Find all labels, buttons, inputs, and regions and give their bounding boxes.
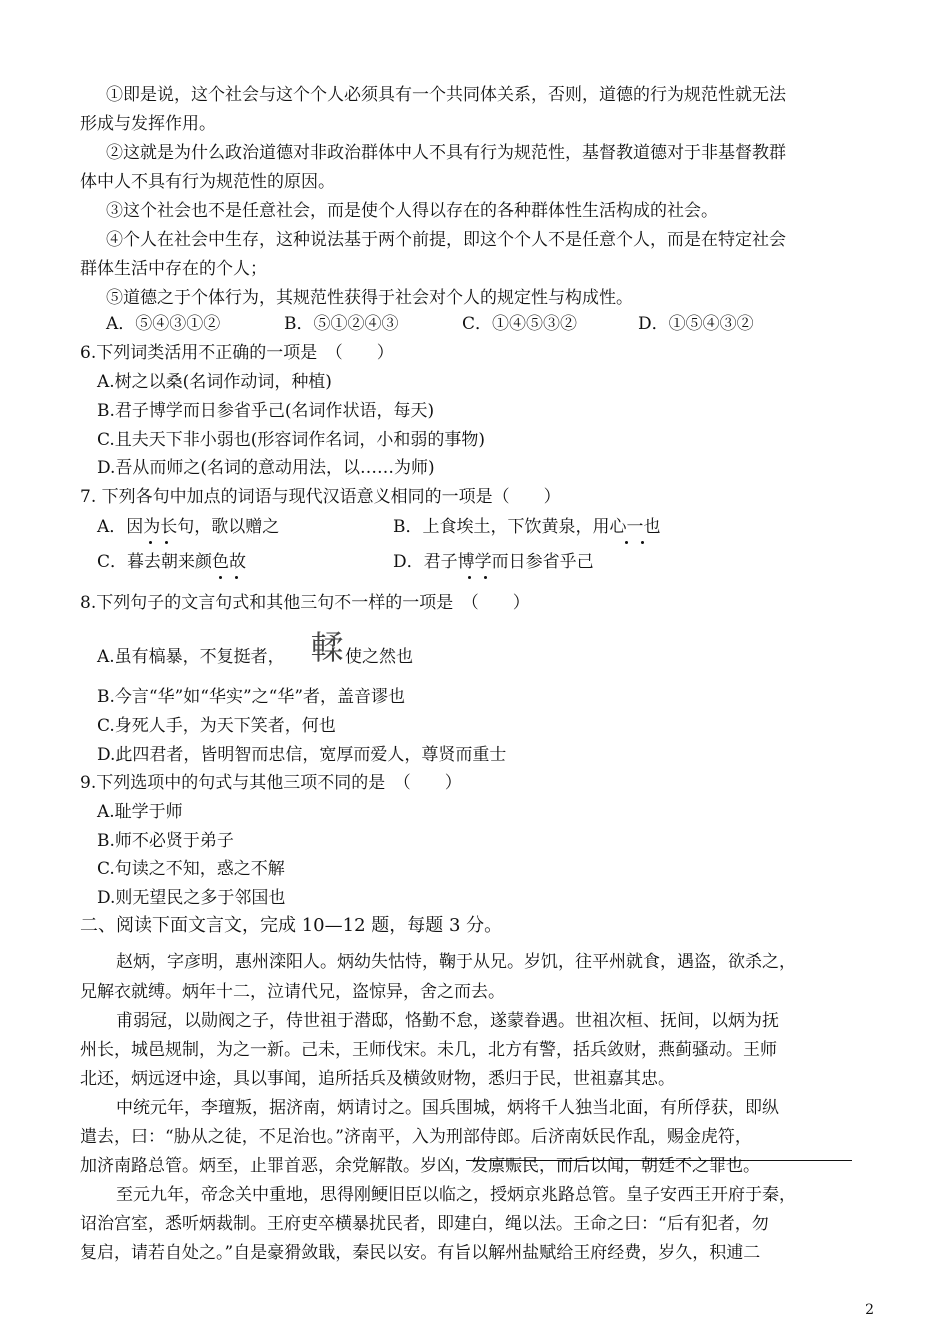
q8-glyph-image: 輮 bbox=[310, 628, 344, 667]
emphasis-dot bbox=[149, 541, 152, 544]
q5-option-a[interactable]: A．⑤④③①② bbox=[106, 314, 221, 334]
q5-sentence-4a: ④个人在社会中生存，这种说法基于两个前提，即这个个人不是任意个人，而是在特定社会 bbox=[106, 230, 786, 250]
q8-option-c[interactable]: C.身死人手，为天下笑者，何也 bbox=[97, 716, 336, 736]
q5-sentence-3: ③这个社会也不是任意社会，而是使个人得以存在的各种群体性生活构成的社会。 bbox=[106, 201, 718, 221]
q8-stem: 8.下列句子的文言句式和其他三句不一样的一项是 （ ） bbox=[80, 593, 530, 613]
passage-line: 州长，城邑规制，为之一新。己未，王师伐宋。未几，北方有警，括兵敛财，燕蓟骚动。王师 bbox=[80, 1040, 777, 1060]
q7-option-d[interactable]: D．君子博学而日参省乎己 bbox=[393, 552, 594, 572]
section-2-title: 二、阅读下面文言文，完成 10—12 题，每题 3 分。 bbox=[80, 915, 503, 936]
q5-option-c[interactable]: C．①④⑤③② bbox=[462, 314, 578, 334]
q6-stem: 6.下列词类活用不正确的一项是 （ ） bbox=[80, 343, 394, 363]
page-number: 2 bbox=[865, 1302, 874, 1318]
q5-sentence-5: ⑤道德之于个体行为，其规范性获得于社会对个人的规定性与构成性。 bbox=[106, 288, 633, 308]
q9-option-b[interactable]: B.师不必贤于弟子 bbox=[97, 831, 234, 851]
q5-sentence-2b: 体中人不具有行为规范性的原因。 bbox=[80, 172, 335, 192]
passage-line: 中统元年，李璮叛，据济南，炳请讨之。国兵围城，炳将千人独当北面，有所俘获，即纵 bbox=[116, 1098, 779, 1118]
q7-stem: 7. 下列各句中加点的词语与现代汉语意义相同的一项是（ ） bbox=[80, 487, 561, 507]
q6-option-b[interactable]: B.君子博学而日参省乎己(名词作状语，每天) bbox=[97, 401, 435, 421]
q8-option-d[interactable]: D.此四君者，皆明智而忠信，宽厚而爱人，尊贤而重士 bbox=[97, 745, 507, 765]
q5-sentence-4b: 群体生活中存在的个人； bbox=[80, 259, 267, 279]
q9-option-d[interactable]: D.则无望民之多于邻国也 bbox=[97, 888, 286, 908]
passage-line: 甫弱冠，以勋阀之子，侍世祖于潜邸，恪勤不怠，遂蒙眷遇。世祖次桓、抚间，以炳为抚 bbox=[116, 1011, 779, 1031]
q7-option-b[interactable]: B．上食埃土，下饮黄泉，用心一也 bbox=[393, 517, 661, 537]
q8-option-b[interactable]: B.今言“华”如“华实”之“华”者，盖音谬也 bbox=[97, 687, 406, 707]
passage-line: 北还，炳远迓中途，具以事闻，追所括兵及横敛财物，悉归于民，世祖嘉其忠。 bbox=[80, 1069, 675, 1089]
q9-stem: 9.下列选项中的句式与其他三项不同的是 （ ） bbox=[80, 773, 462, 793]
q9-option-a[interactable]: A.耻学于师 bbox=[97, 802, 183, 822]
q8-option-a-suffix: 使之然也 bbox=[345, 647, 413, 667]
q5-option-d[interactable]: D．①⑤④③② bbox=[638, 314, 754, 334]
emphasis-dot bbox=[165, 541, 168, 544]
emphasis-dot bbox=[484, 576, 487, 579]
emphasis-dot bbox=[641, 541, 644, 544]
q5-sentence-1b: 形成与发挥作用。 bbox=[80, 114, 216, 134]
q5-sentence-1a: ①即是说，这个社会与这个个人必须具有一个共同体关系，否则，道德的行为规范性就无法 bbox=[106, 85, 786, 105]
emphasis-dot bbox=[219, 576, 222, 579]
passage-line: 遣去，曰：“胁从之徒，不足治也。”济南平，入为刑部侍郎。后济南妖民作乱，赐金虎符， bbox=[80, 1127, 752, 1147]
q6-option-a[interactable]: A.树之以桑(名词作动词，种植) bbox=[97, 372, 332, 392]
q9-option-c[interactable]: C.句读之不知，惑之不解 bbox=[97, 859, 285, 879]
q5-sentence-2a: ②这就是为什么政治道德对非政治群体中人不具有行为规范性，基督教道德对于非基督教群 bbox=[106, 143, 786, 163]
q7-option-c[interactable]: C．暮去朝来颜色故 bbox=[97, 552, 247, 572]
q6-option-c[interactable]: C.且夫天下非小弱也(形容词作名词，小和弱的事物) bbox=[97, 430, 486, 450]
emphasis-dot bbox=[625, 541, 628, 544]
passage-line: 诏治宫室，悉听炳裁制。王府吏卒横暴扰民者，即建白，绳以法。王命之曰：“后有犯者，勿 bbox=[80, 1214, 769, 1234]
q8-option-a-prefix[interactable]: A.虽有槁暴，不复挺者， bbox=[97, 647, 285, 667]
emphasis-dot bbox=[468, 576, 471, 579]
q7-option-a[interactable]: A．因为长句，歌以赠之 bbox=[97, 517, 280, 537]
underline-mark bbox=[466, 1160, 852, 1161]
passage-line: 复启，请若自处之。”自是豪猾敛戢，秦民以安。有旨以解州盐赋给王府经费，岁久，积逋二 bbox=[80, 1243, 761, 1263]
passage-line: 赵炳，字彦明，惠州滦阳人。炳幼失怙恃，鞠于从兄。岁饥，往平州就食，遇盗，欲杀之， bbox=[116, 952, 796, 972]
q6-option-d[interactable]: D.吾从而师之(名词的意动用法，以……为师) bbox=[97, 458, 435, 478]
passage-line: 加济南路总管。炳至，止罪首恶，余党解散。岁凶，发廪赈民，而后以闻，朝廷不之罪也。 bbox=[80, 1156, 760, 1176]
q5-option-b[interactable]: B．⑤①②④③ bbox=[284, 314, 399, 334]
emphasis-dot bbox=[235, 576, 238, 579]
passage-line: 兄解衣就缚。炳年十二，泣请代兄，盗惊异，舍之而去。 bbox=[80, 982, 505, 1002]
passage-line: 至元九年，帝念关中重地，思得刚鲠旧臣以临之，授炳京兆路总管。皇子安西王开府于秦， bbox=[116, 1185, 796, 1205]
